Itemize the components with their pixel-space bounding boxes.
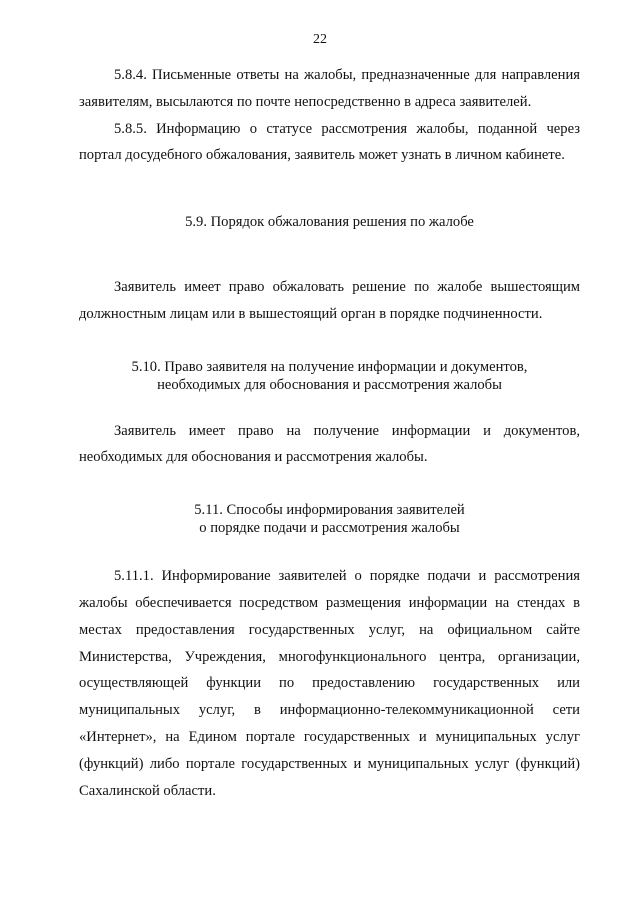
page-number: 22 [313,32,327,47]
paragraph-5-8-4: 5.8.4. Письменные ответы на жалобы, предназначенные для направления заявителям, высылаются по почте непосредственно в адреса заявителей. [79,67,580,110]
heading-5-11-line2: о порядке подачи и рассмотрения жалобы [199,520,460,537]
heading-5-10 [79,358,580,394]
paragraph-5-8-5: 5.8.5. Информацию о статусе рассмотрения жалобы, поданной через портал досудебного обжалования, заявитель может узнать в личном кабинете. [79,120,580,164]
spacer [79,328,580,358]
spacer [79,394,580,418]
heading-5-10-line1: 5.10. Право заявителя на получение информации и документов, [131,358,528,375]
paragraph-5-9: Заявитель имеет право обжаловать решение по жалобе вышестоящим должностным лицам или в вышестоящий орган в порядке подчиненности. [79,278,580,322]
document-body [79,62,580,804]
heading-5-11-line1: 5.11. Способы информирования заявителей [194,502,465,519]
spacer [79,169,580,209]
spacer [79,471,580,501]
paragraph-5-10: Заявитель имеет право на получение информации и документов, необходимых для обоснования и рассмотрения жалобы. [79,422,580,466]
heading-5-10-line2: необходимых для обоснования и рассмотрения жалобы [157,376,502,393]
heading-5-11 [79,501,580,537]
heading-5-9: 5.9. Порядок обжалования решения по жалобе [185,214,474,231]
spacer [79,537,580,563]
spacer [79,236,580,274]
paragraph-5-11-1: 5.11.1. Информирование заявителей о порядке подачи и рассмотрения жалобы обеспечивается посредством размещения информации на стендах в местах предоставления государственных услуг, на официальном сайте Министерства, Учреждения, многофункционального центра, организации, осуществляющей функции по предоставлению государственных или муниципальных услуг, в информационно-телекоммуникационной сети «Интернет», на Едином портале государственных и муниципальных услуг (функций) либо портале государственных и муниципальных услуг (функций) Сахалинской области. [79,568,580,799]
